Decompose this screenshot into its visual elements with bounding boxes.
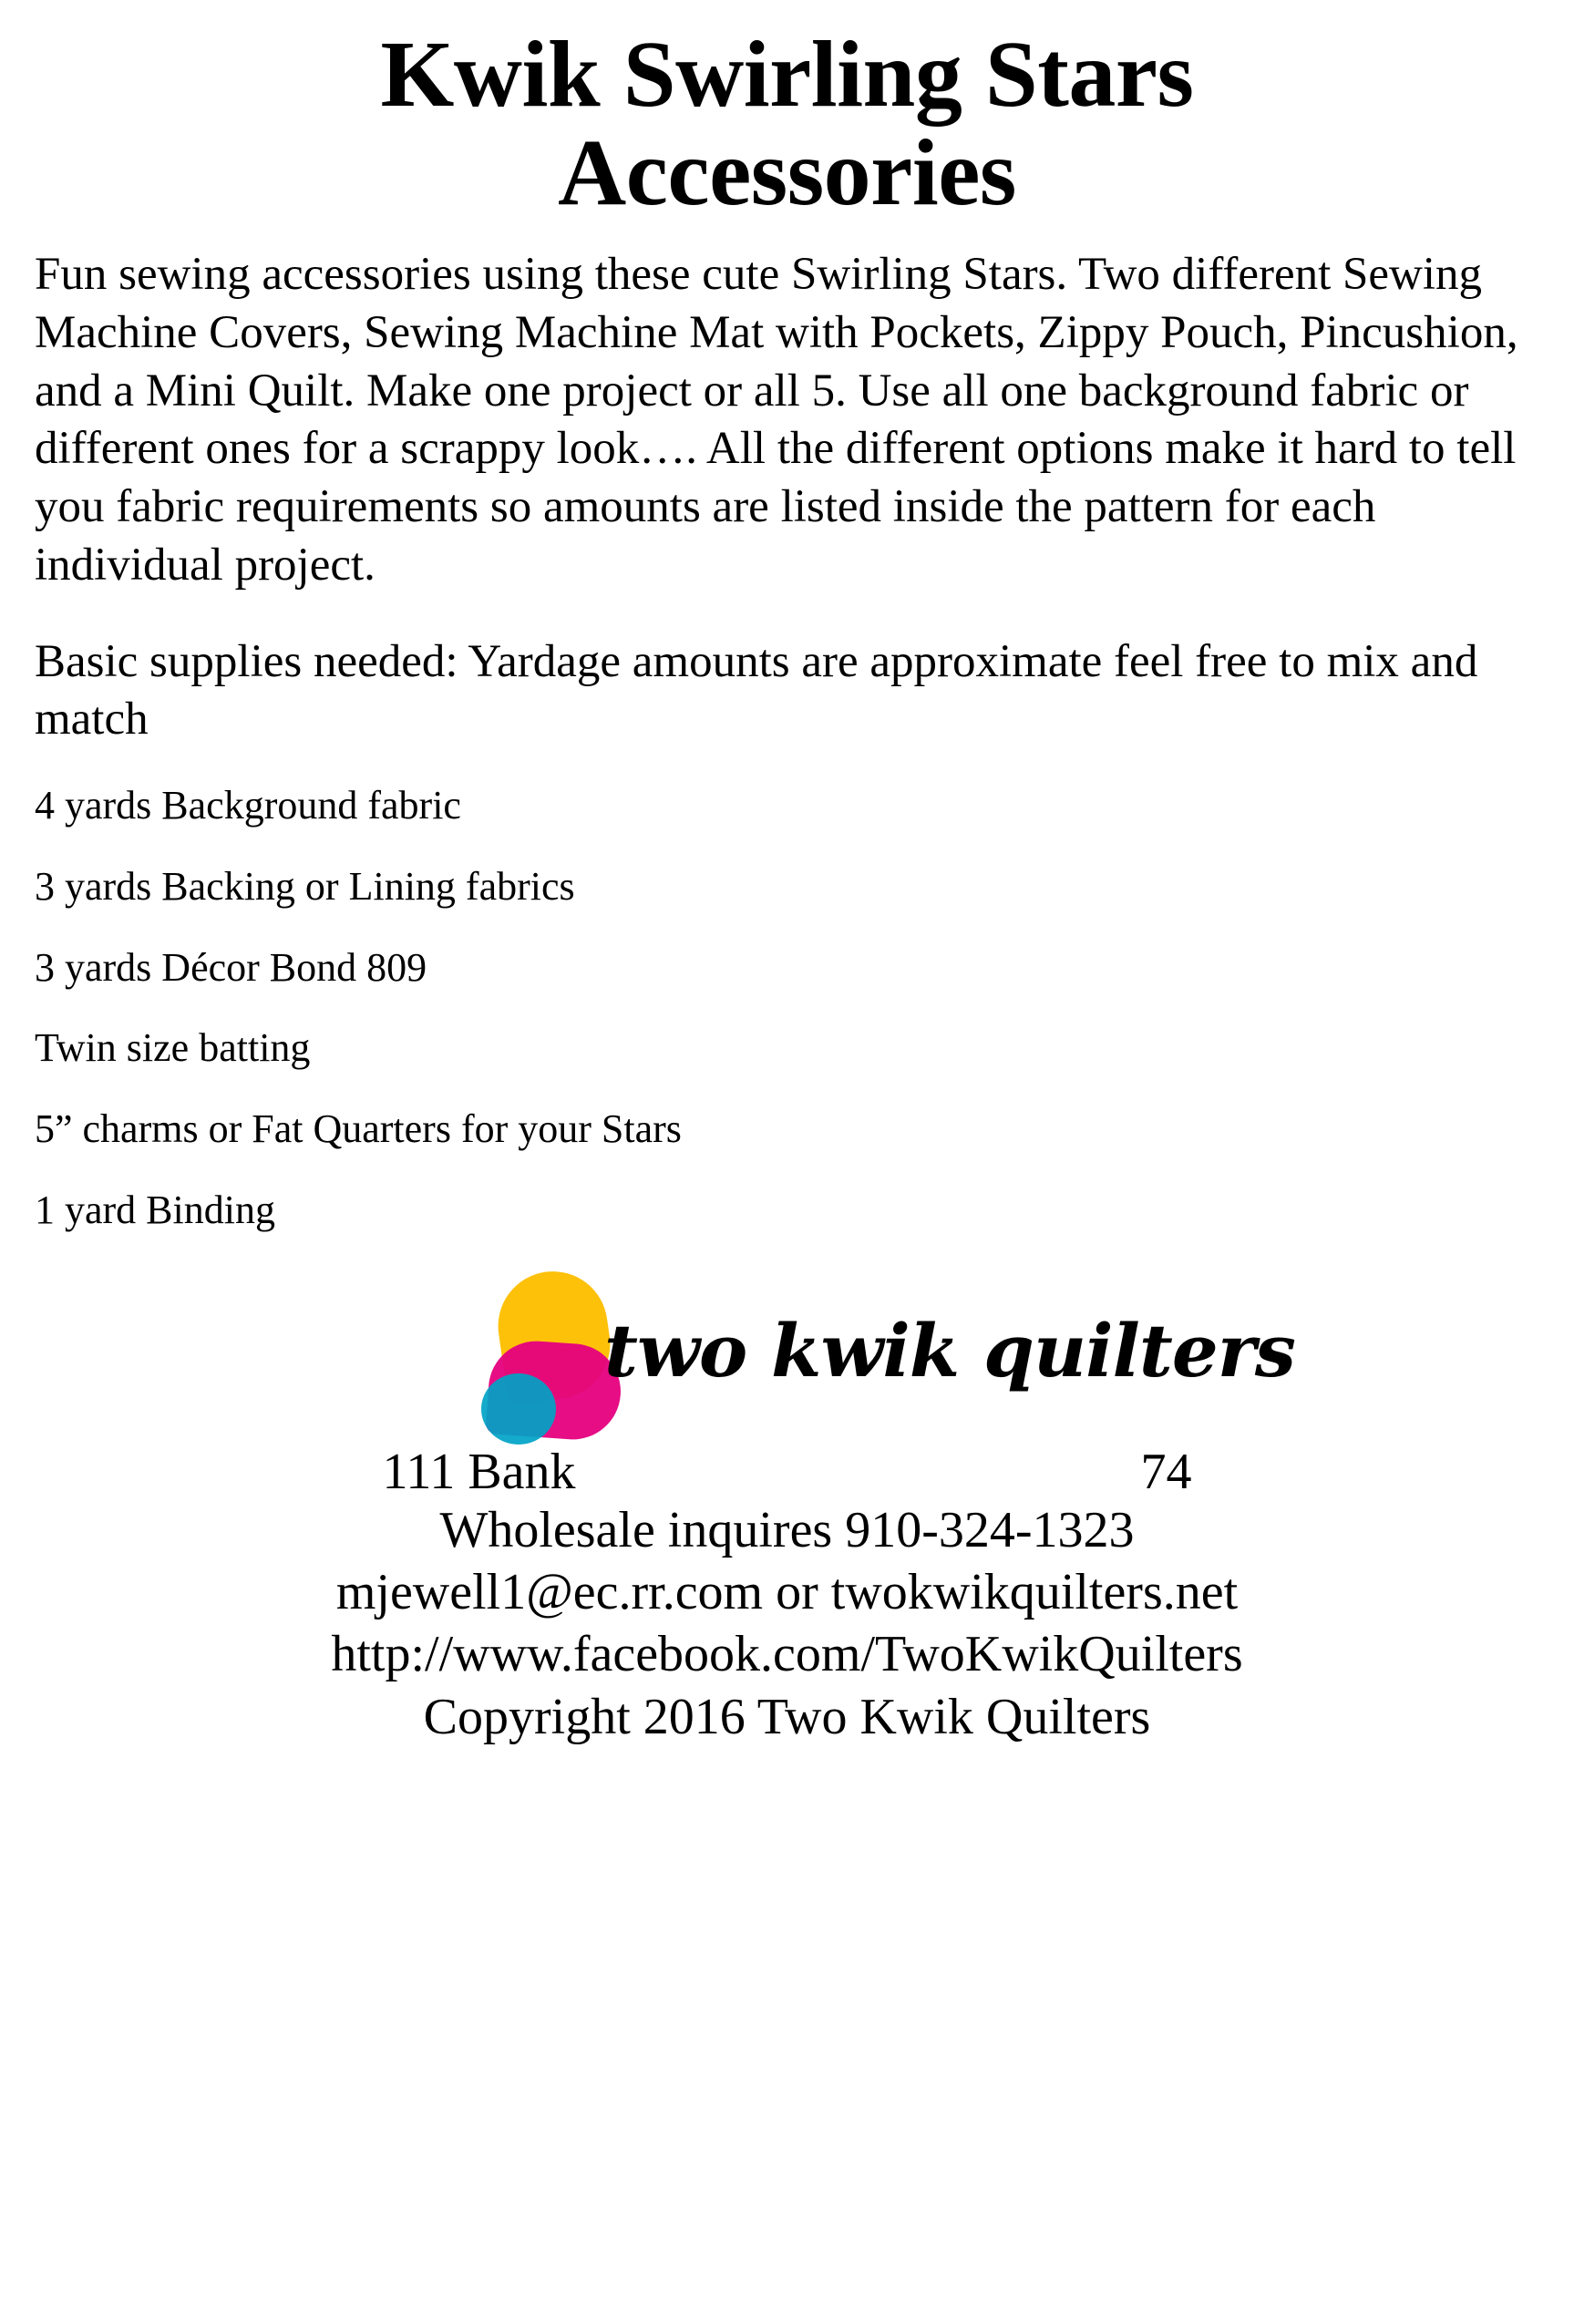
footer-wholesale: Wholesale inquires 910-324-1323 bbox=[439, 1501, 1135, 1558]
intro-paragraph: Fun sewing accessories using these cute Swirling Stars. Two different Sewing Machine Covers, Sewing Machine Mat with Pockets, Zippy Pouch, Pincushion, and a Mini Quilt. Make one project or all 5. Use all one background fabric or different ones for a scrappy look…. All the different options make it hard to tell you fabric requirements so amounts are listed inside the pattern for each individual project. bbox=[35, 249, 1518, 591]
logo-area bbox=[35, 1271, 1539, 1499]
supplies-heading: Basic supplies needed: Yardage amounts are approximate feel free to mix and match bbox=[35, 635, 1478, 746]
page-title-line-2: Accessories bbox=[558, 120, 1016, 225]
logo-wordmark: two kwik quilters bbox=[604, 1307, 1295, 1393]
supply-item: 3 yards Décor Bond 809 bbox=[35, 944, 427, 990]
logo-dot-cyan-icon bbox=[481, 1373, 556, 1445]
footer-facebook: http://www.facebook.com/TwoKwikQuilters bbox=[331, 1626, 1243, 1683]
supply-item: 4 yards Background fabric bbox=[35, 783, 461, 828]
supply-item: 3 yards Backing or Lining fabrics bbox=[35, 863, 575, 909]
address-left: 111 Bank bbox=[382, 1443, 576, 1500]
supply-item: 5” charms or Fat Quarters for your Stars bbox=[35, 1106, 682, 1152]
page-title bbox=[35, 22, 1539, 225]
supply-item: 1 yard Binding bbox=[35, 1187, 275, 1232]
page-title-line-1: Kwik Swirling Stars bbox=[380, 22, 1194, 127]
address-line bbox=[35, 1445, 1539, 1501]
address-right: 74 bbox=[1140, 1443, 1192, 1500]
supply-item: Twin size batting bbox=[35, 1025, 311, 1071]
footer-copyright: Copyright 2016 Two Kwik Quilters bbox=[423, 1688, 1151, 1745]
footer bbox=[35, 1499, 1539, 1748]
two-kwik-quilters-logo bbox=[463, 1271, 1295, 1463]
footer-contact: mjewell1@ec.rr.com or twokwikquilters.net bbox=[335, 1564, 1239, 1621]
